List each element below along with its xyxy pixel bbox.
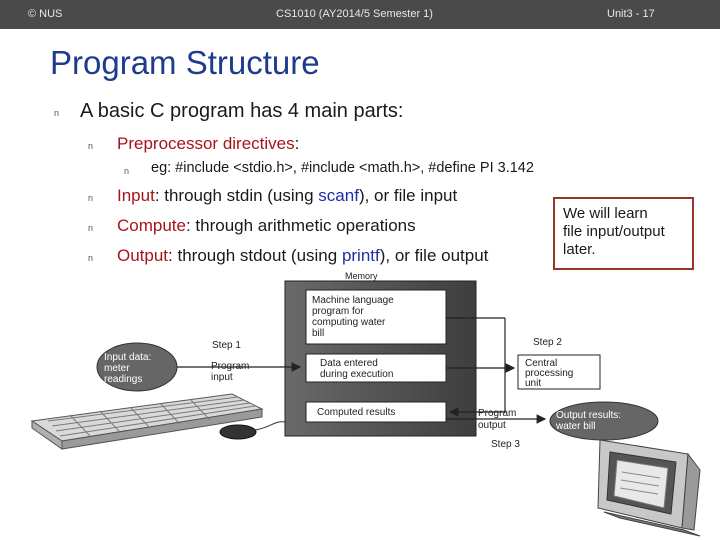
bullet-marker: n bbox=[88, 253, 94, 263]
step3-label: Step 3 bbox=[491, 439, 520, 450]
bullet-marker: n bbox=[88, 141, 94, 151]
callout-line: We will learn bbox=[563, 205, 648, 222]
step1-label: Step 1 bbox=[212, 340, 241, 351]
callout-line: file input/output bbox=[563, 223, 665, 240]
preprocessor-example: eg: #include <stdio.h>, #include <math.h>, #define PI 3.142 bbox=[151, 160, 534, 176]
bullet-marker: n bbox=[54, 108, 60, 118]
mouse-cable bbox=[255, 422, 285, 430]
output-results-text: Output results: water bill bbox=[556, 410, 622, 432]
cpu-text: Central processing unit bbox=[525, 358, 574, 389]
part-desc: : bbox=[294, 134, 300, 153]
input-data-text: Input data: meter readings bbox=[104, 352, 152, 385]
mouse-icon bbox=[220, 425, 256, 439]
part-term: Compute bbox=[117, 216, 186, 235]
copyright-label: © NUS bbox=[28, 8, 63, 20]
function-name: scanf bbox=[318, 186, 359, 205]
part-term: Preprocessor directives bbox=[117, 134, 295, 153]
keyboard-icon bbox=[32, 394, 262, 449]
part-desc: : through arithmetic operations bbox=[185, 216, 416, 235]
program-box-text: Machine language program for computing water bill bbox=[312, 295, 394, 339]
slide-title: Program Structure bbox=[50, 44, 320, 81]
memory-label: Memory bbox=[345, 271, 378, 281]
part-term: Input bbox=[117, 186, 155, 205]
function-name: printf bbox=[341, 246, 380, 265]
bullet-marker: n bbox=[88, 193, 94, 203]
slide-number: Unit3 - 17 bbox=[607, 8, 655, 20]
course-label: CS1010 (AY2014/5 Semester 1) bbox=[276, 8, 433, 20]
results-box-text: Computed results bbox=[317, 407, 396, 418]
part-desc: ), or file input bbox=[358, 186, 458, 205]
part-desc: ), or file output bbox=[379, 246, 489, 265]
program-input-label: Program input bbox=[211, 361, 250, 383]
data-box-text: Data entered during execution bbox=[320, 358, 394, 380]
bullet-marker: n bbox=[88, 223, 94, 233]
program-output-label: Program output bbox=[478, 408, 517, 431]
part-term: Output bbox=[117, 246, 169, 265]
intro-text: A basic C program has 4 main parts: bbox=[80, 100, 404, 122]
part-desc: : through stdout (using bbox=[168, 246, 342, 265]
part-desc: : through stdin (using bbox=[154, 186, 319, 205]
bullet-marker: n bbox=[124, 166, 130, 176]
monitor-icon bbox=[598, 440, 700, 536]
callout-line: later. bbox=[563, 241, 596, 258]
step2-label: Step 2 bbox=[533, 337, 562, 348]
